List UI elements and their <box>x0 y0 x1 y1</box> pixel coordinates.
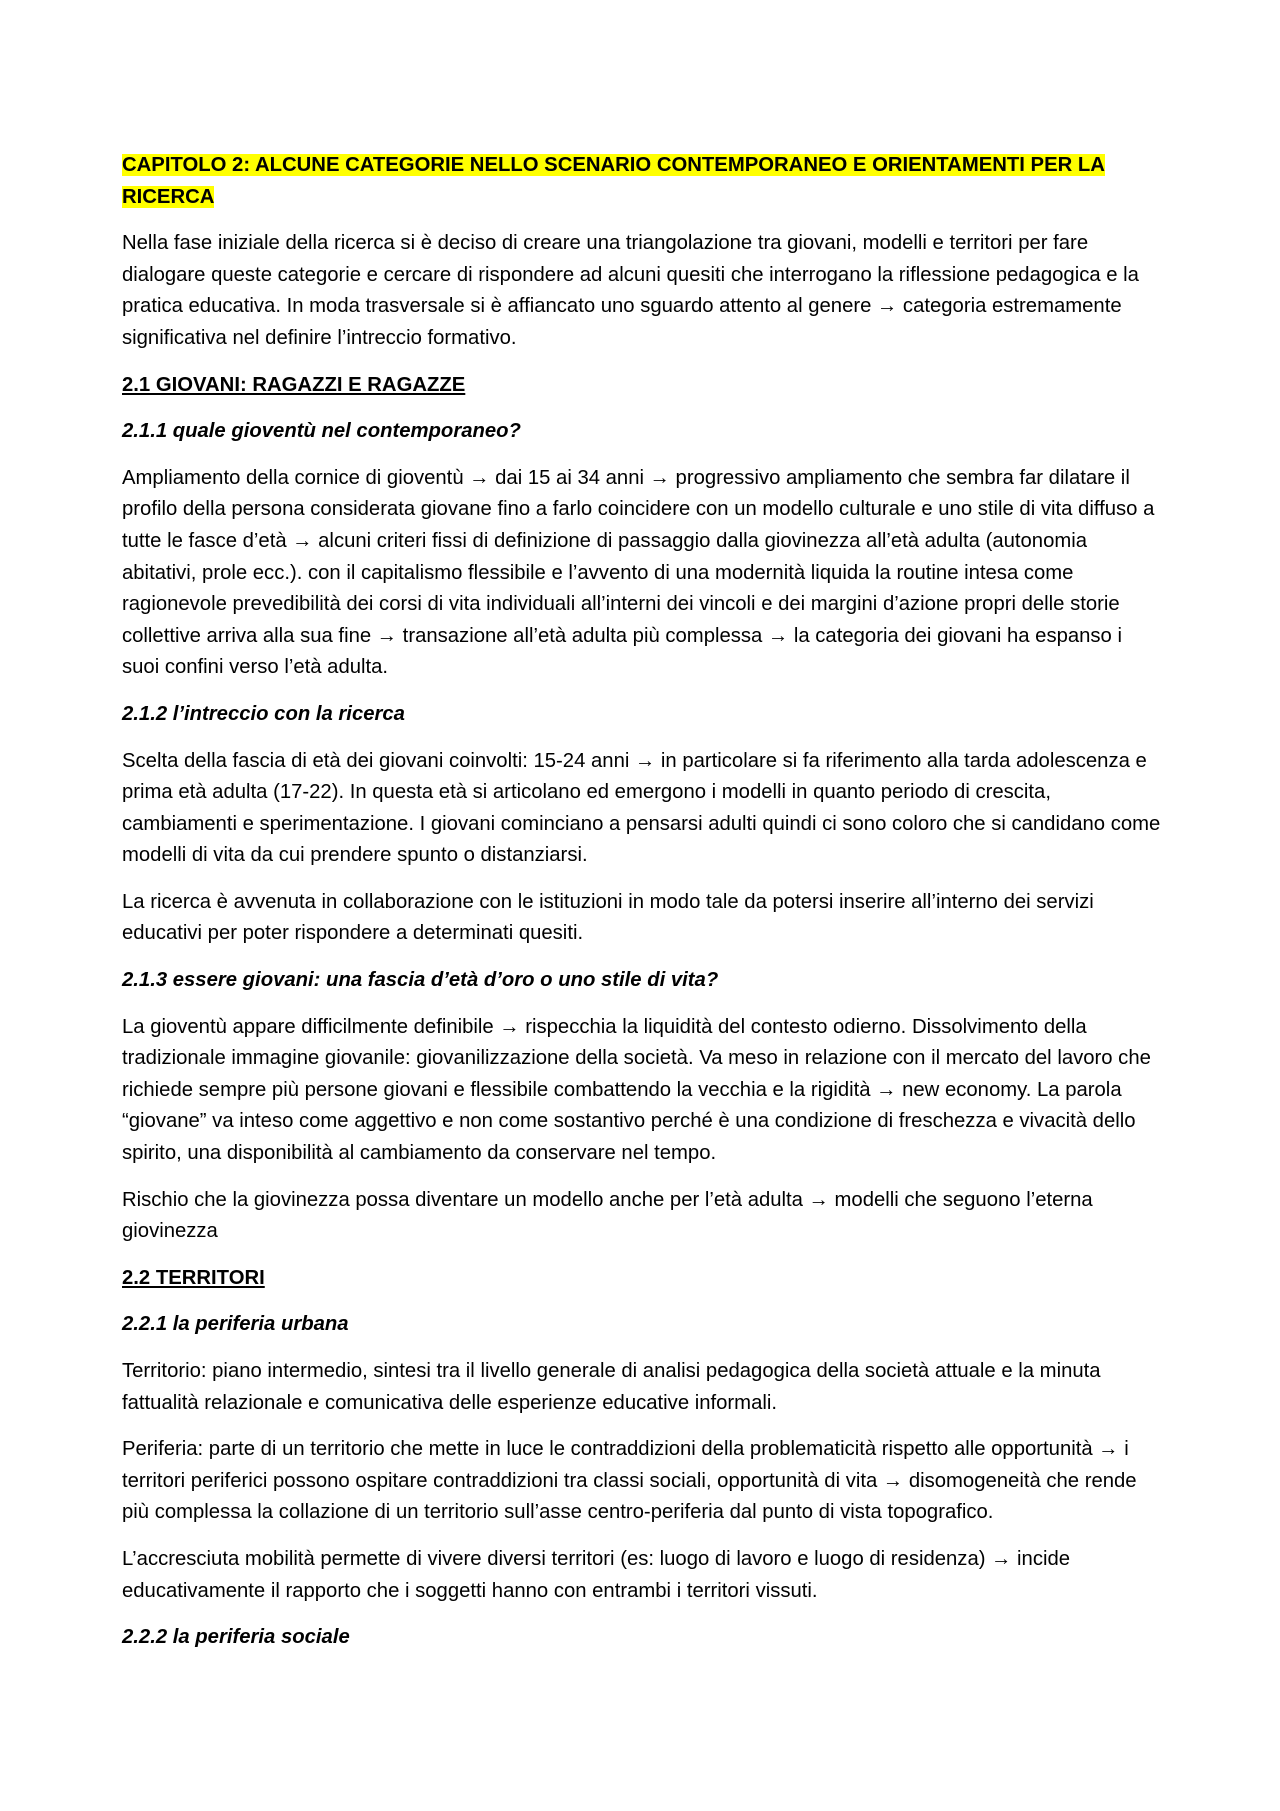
paragraph: Scelta della fascia di età dei giovani coinvolti: 15-24 anni → in particolare si fa riferimento alla tarda adolescenza e prima età adulta (17-22). In questa età si articolano ed emergono i modelli in quanto periodo di crescita, cambiamenti e sperimentazione. I giovani cominciano a pensarsi adulti quindi ci sono coloro che si candidano come modelli di vita da cui prendere spunto o distanziarsi. <box>122 749 1161 867</box>
subsection-2-2-2-heading: 2.2.2 la periferia sociale <box>122 1626 350 1649</box>
subsection-2-2-1-heading: 2.2.1 la periferia urbana <box>122 1313 349 1336</box>
paragraph: La ricerca è avvenuta in collaborazione con le istituzioni in modo tale da potersi inserire all’interno dei servizi educativi per poter rispondere a determinati quesiti. <box>122 890 1094 945</box>
chapter-title-highlight: CAPITOLO 2: ALCUNE CATEGORIE NELLO SCENARIO CONTEMPORANEO E ORIENTAMENTI PER LA RICERCA <box>122 154 1105 208</box>
paragraph: Periferia: parte di un territorio che mette in luce le contraddizioni della problematicità rispetto alle opportunità → i territori periferici possono ospitare contraddizioni tra classi sociali, opportunità di vita → disomogeneità che rende più complessa la collazione di un territorio sull’asse centro-periferia dal punto di vista topografico. <box>122 1438 1137 1524</box>
paragraph: L’accresciuta mobilità permette di vivere diversi territori (es: luogo di lavoro e luogo di residenza) → incide educativamente il rapporto che i soggetti hanno con entrambi i territori vissuti. <box>122 1547 1071 1602</box>
subsection-2-1-3-heading: 2.1.3 essere giovani: una fascia d’età d’oro o uno stile di vita? <box>122 969 719 992</box>
paragraph: Rischio che la giovinezza possa diventare un modello anche per l’età adulta → modelli che seguono l’eterna giovinezza <box>122 1188 1093 1243</box>
subsection-2-1-2-heading: 2.1.2 l’intreccio con la ricerca <box>122 702 405 725</box>
chapter-title <box>122 150 1163 213</box>
document-body <box>122 150 1163 1654</box>
section-2-2-heading: 2.2 TERRITORI <box>122 1266 265 1289</box>
subsection-2-1-1-heading: 2.1.1 quale gioventù nel contemporaneo? <box>122 420 521 443</box>
paragraph: La gioventù appare difficilmente definibile → rispecchia la liquidità del contesto odierno. Dissolvimento della tradizionale immagine giovanile: giovanilizzazione della società. Va meso in relazione con il mercato del lavoro che richiede sempre più persone giovani e flessibile combattendo la vecchia e la rigidità → new economy. La parola “giovane” va inteso come aggettivo e non come sostantivo perché è una condizione di freschezza e vivacità dello spirito, una disponibilità al cambiamento da conservare nel tempo. <box>122 1015 1151 1165</box>
paragraph: Territorio: piano intermedio, sintesi tra il livello generale di analisi pedagogica della società attuale e la minuta fattualità relazionale e comunicativa delle esperienze educative informali. <box>122 1360 1101 1414</box>
intro-paragraph: Nella fase iniziale della ricerca si è deciso di creare una triangolazione tra giovani, modelli e territori per fare dialogare queste categorie e cercare di rispondere ad alcuni quesiti che interrogano la riflessione pedagogica e la pratica educativa. In moda trasversale si è affiancato uno sguardo attento al genere → categoria estremamente significativa nel definire l’intreccio formativo. <box>122 232 1139 349</box>
section-2-1-heading: 2.1 GIOVANI: RAGAZZI E RAGAZZE <box>122 373 466 396</box>
paragraph: Ampliamento della cornice di gioventù → dai 15 ai 34 anni → progressivo ampliamento che sembra far dilatare il profilo della persona considerata giovane fino a farlo coincidere con un modello culturale e uno stile di vita diffuso a tutte le fasce d’età → alcuni criteri fissi di definizione di passaggio dalla giovinezza all’età adulta (autonomia abitativi, prole ecc.). con il capitalismo flessibile e l’avvento di una modernità liquida la routine intesa come ragionevole prevedibilità dei corsi di vita individuali all’interni dei vincoli e dei margini d’azione propri delle storie collettive arriva alla sua fine → transazione all’età adulta più complessa → la categoria dei giovani ha espanso i suoi confini verso l’età adulta. <box>122 466 1155 679</box>
